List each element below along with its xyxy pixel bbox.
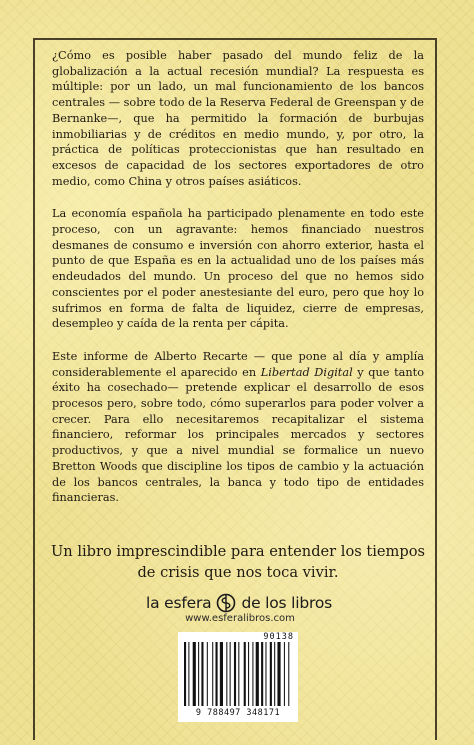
publisher-url: www.esferalibros.com xyxy=(185,613,295,624)
blurb-paragraph-1: ¿Cómo es posible haber pasado del mundo feliz de la globalización a la actual recesión mundial? La respuesta es múltiple: por un lado, un mal funcionamiento de los bancos centrales — sobre todo de la Reserva Federal de Greenspan y de Bernanke—, que ha permitido la formación de burbujas inmobiliarias y de créditos en medio mundo, y, por otro, la práctica de políticas proteccionistas que han resultado en excesos de capacidad de los sectores exportadores de otro medio, como China y otros países asiáticos. xyxy=(52,49,424,188)
isbn-barcode xyxy=(178,632,298,722)
blurb-paragraph-3-end: y que tanto éxito ha cosechado— pretende explicar el desarrollo de esos procesos pero, sobre todo, cómo superarlos para poder volver a crecer. Para ello necesitaremos recapitalizar el sistema financiero, reformar los principales mercados y sectores productivos, y que a nivel mundial se formalice un nuevo Bretton Woods que discipline los tipos de cambio y la actuación de los bancos centrales, la banca y todo tipo de entidades financieras. xyxy=(52,365,424,505)
barcode-bars xyxy=(182,642,294,706)
publisher-name-right: de los libros xyxy=(241,594,332,612)
price-code: 90138 xyxy=(263,632,294,642)
blurb-paragraph-2: La economía española ha participado plenamente en todo este proceso, con un agravante: hemos financiado nuestros desmanes de consumo e inversión con ahorro exterior, hasta el punto de que España es en la actualidad uno de los países más endeudados del mundo. Un proceso del que no hemos sido conscientes por el poder anestesiante del euro, pero que hoy lo sufrimos en forma de falta de liquidez, cierre de empresas, desempleo y caída de la renta per cápita. xyxy=(52,207,424,331)
blurb xyxy=(52,48,424,523)
publisher-logo xyxy=(99,593,379,613)
blurb-paragraph-3 xyxy=(52,349,424,506)
isbn-number: 9 788497 348171 xyxy=(195,708,281,718)
blurb-paragraph-3-start: Este informe de Alberto Recarte — que pone al día y amplía considerablemente el aparecido en xyxy=(52,349,424,379)
book-title-reference: Libertad Digital xyxy=(260,365,353,379)
tagline: Un libro imprescindible para entender los tiempos de crisis que nos toca vivir. xyxy=(51,543,425,581)
esfera-globe-icon xyxy=(216,593,236,613)
publisher-name-left: la esfera xyxy=(146,594,212,612)
